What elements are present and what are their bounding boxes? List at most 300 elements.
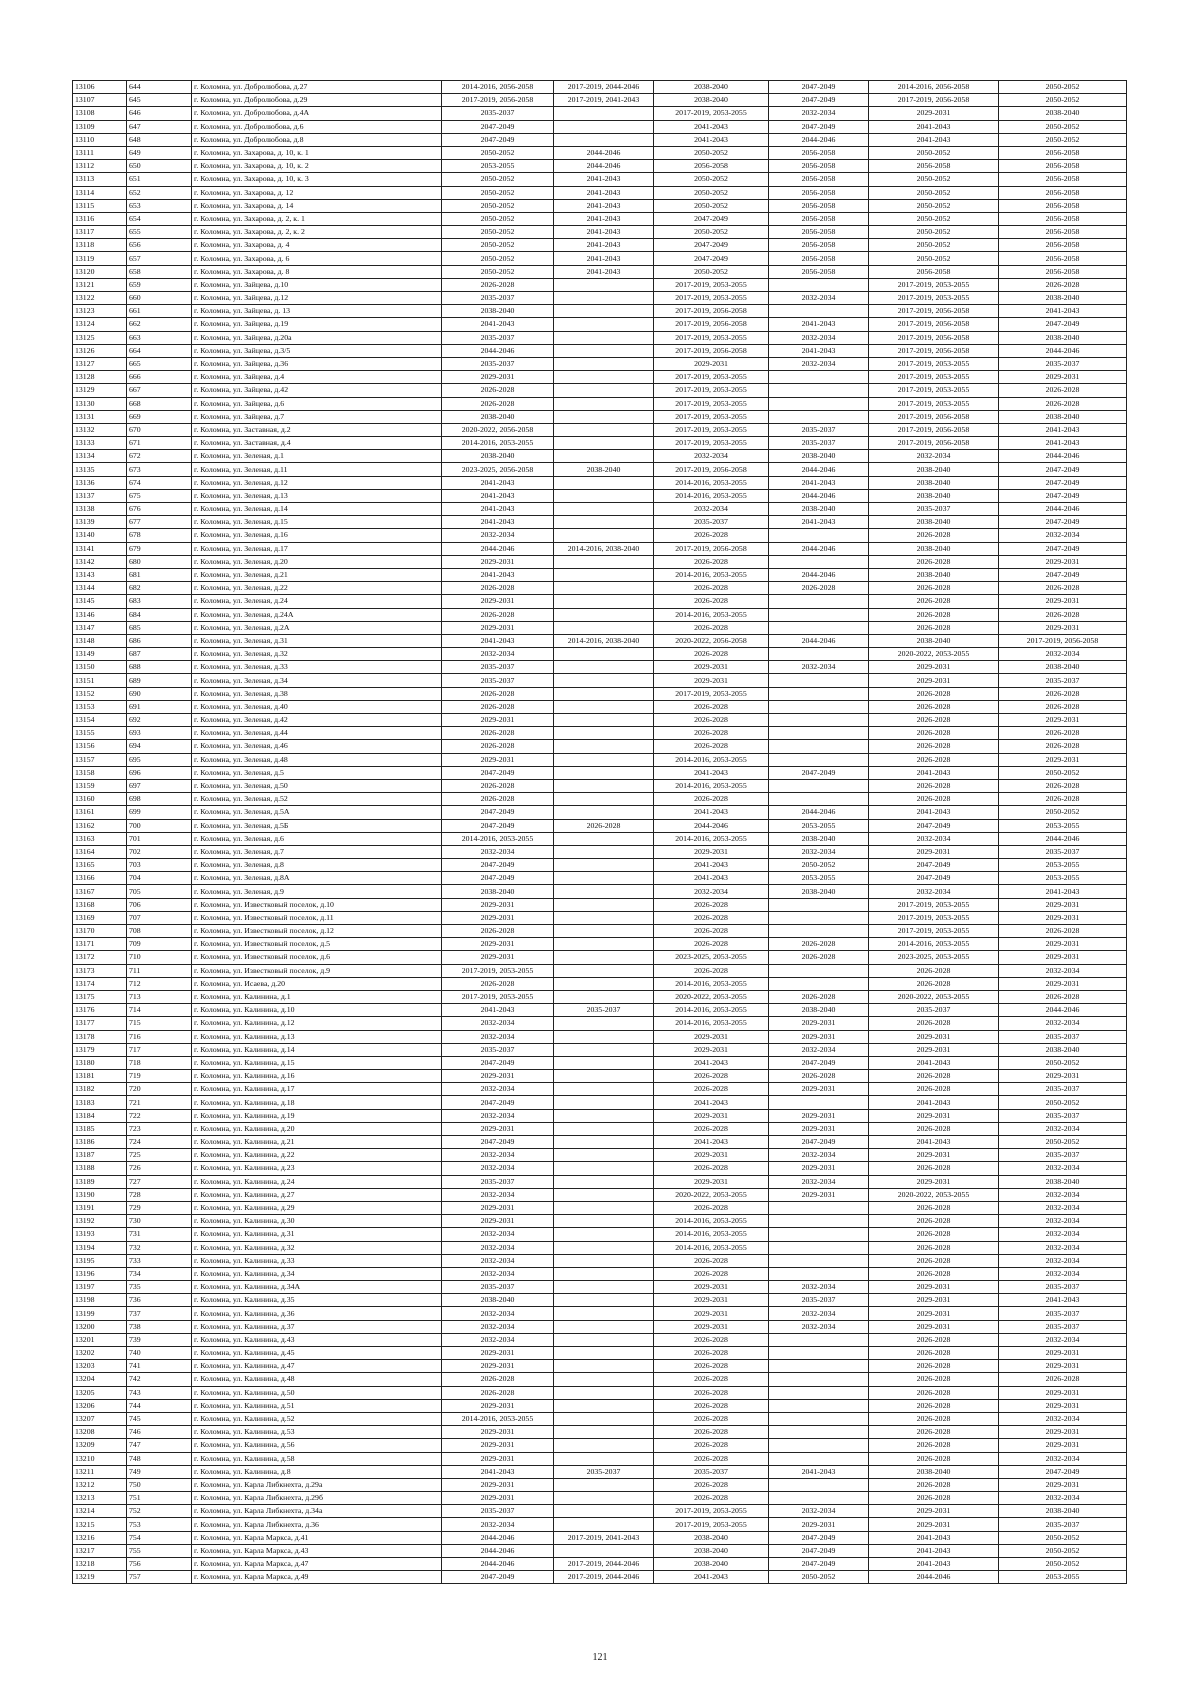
period-f-cell: 2029-2031	[999, 555, 1127, 568]
period-a-cell: 2026-2028	[442, 793, 554, 806]
period-f-cell: 2047-2049	[999, 516, 1127, 529]
address-cell: г. Коломна, ул. Зайцева, д.42	[192, 384, 442, 397]
period-a-cell: 2035-2037	[442, 1043, 554, 1056]
row-number-cell: 13129	[73, 384, 127, 397]
period-e-cell: 2017-2019, 2056-2058	[869, 331, 999, 344]
period-d-cell	[769, 1412, 869, 1425]
address-cell: г. Коломна, ул. Калинина, д.33	[192, 1254, 442, 1267]
building-id-cell: 704	[127, 872, 192, 885]
address-cell: г. Коломна, ул. Зеленая, д.46	[192, 740, 442, 753]
address-cell: г. Коломна, ул. Калинина, д.1	[192, 990, 442, 1003]
period-a-cell: 2035-2037	[442, 357, 554, 370]
period-c-cell: 2026-2028	[654, 582, 769, 595]
building-id-cell: 660	[127, 292, 192, 305]
period-d-cell	[769, 740, 869, 753]
period-b-cell	[554, 964, 654, 977]
period-f-cell: 2035-2037	[999, 845, 1127, 858]
row-number-cell: 13218	[73, 1558, 127, 1571]
row-number-cell: 13165	[73, 859, 127, 872]
table-row	[73, 423, 1127, 436]
period-e-cell: 2026-2028	[869, 1373, 999, 1386]
row-number-cell: 13161	[73, 806, 127, 819]
period-c-cell: 2026-2028	[654, 1386, 769, 1399]
period-c-cell: 2026-2028	[654, 1070, 769, 1083]
period-e-cell: 2029-2031	[869, 107, 999, 120]
period-a-cell: 2017-2019, 2056-2058	[442, 94, 554, 107]
period-d-cell: 2053-2055	[769, 819, 869, 832]
table-row	[73, 529, 1127, 542]
building-id-cell: 682	[127, 582, 192, 595]
period-e-cell: 2032-2034	[869, 885, 999, 898]
period-b-cell	[554, 714, 654, 727]
period-b-cell	[554, 582, 654, 595]
building-id-cell: 656	[127, 239, 192, 252]
period-f-cell: 2032-2034	[999, 1228, 1127, 1241]
table-row	[73, 186, 1127, 199]
period-b-cell	[554, 1149, 654, 1162]
building-id-cell: 723	[127, 1122, 192, 1135]
period-f-cell: 2035-2037	[999, 1281, 1127, 1294]
table-row	[73, 1215, 1127, 1228]
row-number-cell: 13115	[73, 199, 127, 212]
period-a-cell: 2050-2052	[442, 265, 554, 278]
period-c-cell: 2026-2028	[654, 964, 769, 977]
period-b-cell	[554, 885, 654, 898]
period-b-cell: 2017-2019, 2044-2046	[554, 1558, 654, 1571]
period-d-cell	[769, 687, 869, 700]
period-c-cell: 2026-2028	[654, 938, 769, 951]
address-cell: г. Коломна, ул. Калинина, д.23	[192, 1162, 442, 1175]
period-c-cell: 2029-2031	[654, 1149, 769, 1162]
building-id-cell: 715	[127, 1017, 192, 1030]
table-row	[73, 753, 1127, 766]
building-id-cell: 646	[127, 107, 192, 120]
table-row	[73, 674, 1127, 687]
table-row	[73, 1030, 1127, 1043]
period-f-cell: 2050-2052	[999, 1136, 1127, 1149]
period-e-cell: 2017-2019, 2053-2055	[869, 397, 999, 410]
period-a-cell: 2050-2052	[442, 252, 554, 265]
period-f-cell: 2041-2043	[999, 305, 1127, 318]
period-f-cell: 2032-2034	[999, 964, 1127, 977]
period-e-cell: 2050-2052	[869, 199, 999, 212]
period-d-cell	[769, 397, 869, 410]
period-a-cell: 2035-2037	[442, 1175, 554, 1188]
period-f-cell: 2035-2037	[999, 1109, 1127, 1122]
building-id-cell: 749	[127, 1465, 192, 1478]
table-row	[73, 1043, 1127, 1056]
row-number-cell: 13175	[73, 990, 127, 1003]
period-d-cell: 2056-2058	[769, 146, 869, 159]
table-row	[73, 714, 1127, 727]
period-c-cell: 2047-2049	[654, 239, 769, 252]
address-cell: г. Коломна, ул. Калинина, д.48	[192, 1373, 442, 1386]
table-row	[73, 1307, 1127, 1320]
building-id-cell: 727	[127, 1175, 192, 1188]
period-f-cell: 2026-2028	[999, 925, 1127, 938]
period-e-cell: 2017-2019, 2056-2058	[869, 318, 999, 331]
period-b-cell	[554, 951, 654, 964]
row-number-cell: 13179	[73, 1043, 127, 1056]
period-c-cell: 2017-2019, 2053-2055	[654, 423, 769, 436]
address-cell: г. Коломна, ул. Зеленая, д.13	[192, 489, 442, 502]
period-e-cell: 2029-2031	[869, 1149, 999, 1162]
period-c-cell: 2038-2040	[654, 1531, 769, 1544]
period-d-cell: 2029-2031	[769, 1518, 869, 1531]
period-b-cell	[554, 859, 654, 872]
table-row	[73, 925, 1127, 938]
period-d-cell	[769, 779, 869, 792]
period-c-cell: 2038-2040	[654, 1558, 769, 1571]
table-row	[73, 305, 1127, 318]
table-row	[73, 819, 1127, 832]
table-row	[73, 1175, 1127, 1188]
table-row	[73, 951, 1127, 964]
building-id-cell: 745	[127, 1412, 192, 1425]
period-f-cell: 2047-2049	[999, 568, 1127, 581]
period-e-cell: 2020-2022, 2053-2055	[869, 648, 999, 661]
period-b-cell	[554, 845, 654, 858]
period-e-cell: 2047-2049	[869, 819, 999, 832]
table-row	[73, 437, 1127, 450]
period-d-cell	[769, 1228, 869, 1241]
period-c-cell: 2026-2028	[654, 1426, 769, 1439]
period-c-cell: 2026-2028	[654, 1439, 769, 1452]
period-b-cell	[554, 1373, 654, 1386]
period-a-cell: 2032-2034	[442, 845, 554, 858]
building-id-cell: 654	[127, 212, 192, 225]
period-f-cell: 2044-2046	[999, 450, 1127, 463]
period-d-cell: 2035-2037	[769, 423, 869, 436]
table-row	[73, 1412, 1127, 1425]
period-c-cell: 2017-2019, 2053-2055	[654, 1518, 769, 1531]
period-c-cell: 2050-2052	[654, 186, 769, 199]
address-cell: г. Коломна, ул. Зеленая, д.40	[192, 700, 442, 713]
address-cell: г. Коломна, ул. Зайцева, д.36	[192, 357, 442, 370]
period-a-cell: 2032-2034	[442, 648, 554, 661]
address-cell: г. Коломна, ул. Зеленая, д.6	[192, 832, 442, 845]
building-id-cell: 740	[127, 1347, 192, 1360]
period-e-cell: 2023-2025, 2053-2055	[869, 951, 999, 964]
building-id-cell: 726	[127, 1162, 192, 1175]
period-a-cell: 2035-2037	[442, 107, 554, 120]
period-c-cell: 2026-2028	[654, 714, 769, 727]
building-id-cell: 709	[127, 938, 192, 951]
period-c-cell: 2026-2028	[654, 740, 769, 753]
period-b-cell	[554, 990, 654, 1003]
period-b-cell	[554, 925, 654, 938]
period-e-cell: 2026-2028	[869, 687, 999, 700]
period-e-cell: 2026-2028	[869, 1360, 999, 1373]
period-d-cell: 2029-2031	[769, 1017, 869, 1030]
period-d-cell	[769, 898, 869, 911]
period-f-cell: 2026-2028	[999, 278, 1127, 291]
table-row	[73, 1017, 1127, 1030]
row-number-cell: 13148	[73, 634, 127, 647]
address-cell: г. Коломна, ул. Зеленая, д.9	[192, 885, 442, 898]
table-row	[73, 1056, 1127, 1069]
period-e-cell: 2017-2019, 2053-2055	[869, 898, 999, 911]
period-e-cell: 2029-2031	[869, 1518, 999, 1531]
building-id-cell: 750	[127, 1478, 192, 1491]
address-cell: г. Коломна, ул. Зеленая, д.5Б	[192, 819, 442, 832]
row-number-cell: 13126	[73, 344, 127, 357]
period-f-cell: 2032-2034	[999, 1201, 1127, 1214]
building-id-cell: 659	[127, 278, 192, 291]
table-row	[73, 133, 1127, 146]
row-number-cell: 13124	[73, 318, 127, 331]
address-cell: г. Коломна, ул. Зайцева, д.3/5	[192, 344, 442, 357]
period-c-cell: 2026-2028	[654, 727, 769, 740]
building-id-cell: 736	[127, 1294, 192, 1307]
period-c-cell: 2038-2040	[654, 1544, 769, 1557]
period-c-cell: 2026-2028	[654, 1492, 769, 1505]
period-c-cell: 2014-2016, 2053-2055	[654, 608, 769, 621]
address-cell: г. Коломна, ул. Зеленая, д.24А	[192, 608, 442, 621]
address-cell: г. Коломна, ул. Калинина, д.37	[192, 1320, 442, 1333]
building-id-cell: 742	[127, 1373, 192, 1386]
period-d-cell	[769, 1254, 869, 1267]
building-id-cell: 739	[127, 1333, 192, 1346]
address-cell: г. Коломна, ул. Известковый поселок, д.6	[192, 951, 442, 964]
building-id-cell: 678	[127, 529, 192, 542]
period-e-cell: 2017-2019, 2053-2055	[869, 357, 999, 370]
address-cell: г. Коломна, ул. Заставная, д.4	[192, 437, 442, 450]
period-c-cell: 2029-2031	[654, 1175, 769, 1188]
period-a-cell: 2026-2028	[442, 384, 554, 397]
period-c-cell: 2017-2019, 2056-2058	[654, 305, 769, 318]
period-f-cell: 2029-2031	[999, 1399, 1127, 1412]
table-row	[73, 212, 1127, 225]
row-number-cell: 13180	[73, 1056, 127, 1069]
period-c-cell: 2020-2022, 2053-2055	[654, 990, 769, 1003]
period-f-cell: 2032-2034	[999, 1162, 1127, 1175]
building-id-cell: 720	[127, 1083, 192, 1096]
row-number-cell: 13127	[73, 357, 127, 370]
building-id-cell: 685	[127, 621, 192, 634]
period-f-cell: 2026-2028	[999, 727, 1127, 740]
row-number-cell: 13195	[73, 1254, 127, 1267]
period-e-cell: 2041-2043	[869, 1544, 999, 1557]
period-a-cell: 2029-2031	[442, 911, 554, 924]
table-row	[73, 1386, 1127, 1399]
row-number-cell: 13187	[73, 1149, 127, 1162]
table-row	[73, 265, 1127, 278]
period-b-cell	[554, 700, 654, 713]
period-c-cell: 2038-2040	[654, 81, 769, 94]
table-row	[73, 489, 1127, 502]
address-cell: г. Коломна, ул. Добролюбова, д.29	[192, 94, 442, 107]
period-e-cell: 2026-2028	[869, 727, 999, 740]
address-cell: г. Коломна, ул. Калинина, д.14	[192, 1043, 442, 1056]
period-d-cell	[769, 977, 869, 990]
address-cell: г. Коломна, ул. Калинина, д.20	[192, 1122, 442, 1135]
period-e-cell: 2026-2028	[869, 621, 999, 634]
period-c-cell: 2017-2019, 2053-2055	[654, 410, 769, 423]
address-cell: г. Коломна, ул. Калинина, д.19	[192, 1109, 442, 1122]
period-f-cell: 2050-2052	[999, 1056, 1127, 1069]
period-d-cell: 2047-2049	[769, 1558, 869, 1571]
table-row	[73, 1452, 1127, 1465]
address-cell: г. Коломна, ул. Зайцева, д.7	[192, 410, 442, 423]
building-id-cell: 717	[127, 1043, 192, 1056]
period-b-cell	[554, 766, 654, 779]
period-b-cell	[554, 503, 654, 516]
period-f-cell: 2032-2034	[999, 1452, 1127, 1465]
period-f-cell: 2056-2058	[999, 226, 1127, 239]
period-c-cell: 2044-2046	[654, 819, 769, 832]
address-cell: г. Коломна, ул. Калинина, д.13	[192, 1030, 442, 1043]
period-b-cell	[554, 1083, 654, 1096]
address-cell: г. Коломна, ул. Калинина, д.17	[192, 1083, 442, 1096]
row-number-cell: 13198	[73, 1294, 127, 1307]
address-cell: г. Коломна, ул. Зеленая, д.5	[192, 766, 442, 779]
row-number-cell: 13183	[73, 1096, 127, 1109]
period-c-cell: 2032-2034	[654, 450, 769, 463]
building-id-cell: 672	[127, 450, 192, 463]
address-cell: г. Коломна, ул. Карла Либкнехта, д.36	[192, 1518, 442, 1531]
period-e-cell: 2026-2028	[869, 753, 999, 766]
period-f-cell: 2050-2052	[999, 766, 1127, 779]
period-a-cell: 2050-2052	[442, 199, 554, 212]
table-row	[73, 568, 1127, 581]
period-b-cell	[554, 450, 654, 463]
address-cell: г. Коломна, ул. Калинина, д.16	[192, 1070, 442, 1083]
building-id-cell: 664	[127, 344, 192, 357]
period-e-cell: 2026-2028	[869, 1241, 999, 1254]
row-number-cell: 13154	[73, 714, 127, 727]
table-row	[73, 1531, 1127, 1544]
period-b-cell	[554, 516, 654, 529]
period-b-cell	[554, 1439, 654, 1452]
building-id-cell: 703	[127, 859, 192, 872]
period-e-cell: 2020-2022, 2053-2055	[869, 1188, 999, 1201]
row-number-cell: 13117	[73, 226, 127, 239]
address-cell: г. Коломна, ул. Зеленая, д.11	[192, 463, 442, 476]
period-f-cell: 2050-2052	[999, 133, 1127, 146]
row-number-cell: 13110	[73, 133, 127, 146]
period-b-cell	[554, 305, 654, 318]
table-row	[73, 331, 1127, 344]
period-e-cell: 2038-2040	[869, 568, 999, 581]
period-b-cell	[554, 1505, 654, 1518]
building-id-cell: 687	[127, 648, 192, 661]
period-f-cell: 2029-2031	[999, 898, 1127, 911]
period-c-cell: 2032-2034	[654, 885, 769, 898]
period-b-cell	[554, 1109, 654, 1122]
period-d-cell: 2032-2034	[769, 331, 869, 344]
period-d-cell: 2041-2043	[769, 1465, 869, 1478]
table-row	[73, 964, 1127, 977]
period-b-cell: 2038-2040	[554, 463, 654, 476]
period-e-cell: 2020-2022, 2053-2055	[869, 990, 999, 1003]
period-c-cell: 2038-2040	[654, 94, 769, 107]
period-b-cell	[554, 1399, 654, 1412]
period-d-cell: 2044-2046	[769, 568, 869, 581]
period-f-cell: 2056-2058	[999, 199, 1127, 212]
address-cell: г. Коломна, ул. Захарова, д. 10, к. 2	[192, 160, 442, 173]
row-number-cell: 13114	[73, 186, 127, 199]
address-cell: г. Коломна, ул. Калинина, д.34	[192, 1267, 442, 1280]
period-e-cell: 2026-2028	[869, 1386, 999, 1399]
period-e-cell: 2029-2031	[869, 1109, 999, 1122]
building-id-cell: 675	[127, 489, 192, 502]
period-a-cell: 2026-2028	[442, 977, 554, 990]
period-d-cell: 2050-2052	[769, 1571, 869, 1584]
period-b-cell	[554, 489, 654, 502]
row-number-cell: 13196	[73, 1267, 127, 1280]
building-id-cell: 710	[127, 951, 192, 964]
period-e-cell: 2017-2019, 2053-2055	[869, 925, 999, 938]
row-number-cell: 13121	[73, 278, 127, 291]
period-f-cell: 2035-2037	[999, 1149, 1127, 1162]
period-b-cell: 2041-2043	[554, 252, 654, 265]
table-row	[73, 397, 1127, 410]
row-number-cell: 13171	[73, 938, 127, 951]
period-f-cell: 2017-2019, 2056-2058	[999, 634, 1127, 647]
period-e-cell: 2029-2031	[869, 1294, 999, 1307]
period-a-cell: 2032-2034	[442, 1017, 554, 1030]
period-f-cell: 2035-2037	[999, 1307, 1127, 1320]
row-number-cell: 13215	[73, 1518, 127, 1531]
building-id-cell: 734	[127, 1267, 192, 1280]
period-a-cell: 2038-2040	[442, 885, 554, 898]
row-number-cell: 13139	[73, 516, 127, 529]
period-a-cell: 2035-2037	[442, 292, 554, 305]
period-f-cell: 2032-2034	[999, 648, 1127, 661]
period-b-cell	[554, 1492, 654, 1505]
row-number-cell: 13177	[73, 1017, 127, 1030]
period-d-cell	[769, 1201, 869, 1214]
building-id-cell: 714	[127, 1004, 192, 1017]
building-id-cell: 737	[127, 1307, 192, 1320]
period-b-cell	[554, 423, 654, 436]
address-cell: г. Коломна, ул. Калинина, д.47	[192, 1360, 442, 1373]
address-cell: г. Коломна, ул. Калинина, д.31	[192, 1228, 442, 1241]
period-d-cell: 2029-2031	[769, 1109, 869, 1122]
period-b-cell: 2044-2046	[554, 160, 654, 173]
row-number-cell: 13149	[73, 648, 127, 661]
address-cell: г. Коломна, ул. Добролюбова, д.8	[192, 133, 442, 146]
table-row	[73, 1544, 1127, 1557]
period-f-cell: 2032-2034	[999, 1412, 1127, 1425]
address-cell: г. Коломна, ул. Известковый поселок, д.12	[192, 925, 442, 938]
building-id-cell: 732	[127, 1241, 192, 1254]
building-id-cell: 655	[127, 226, 192, 239]
period-f-cell: 2035-2037	[999, 1320, 1127, 1333]
period-b-cell: 2041-2043	[554, 239, 654, 252]
row-number-cell: 13182	[73, 1083, 127, 1096]
table-row	[73, 1439, 1127, 1452]
address-cell: г. Коломна, ул. Калинина, д.18	[192, 1096, 442, 1109]
address-cell: г. Коломна, ул. Зеленая, д.17	[192, 542, 442, 555]
period-e-cell: 2032-2034	[869, 450, 999, 463]
period-f-cell: 2029-2031	[999, 951, 1127, 964]
period-a-cell: 2041-2043	[442, 1004, 554, 1017]
building-id-cell: 721	[127, 1096, 192, 1109]
row-number-cell: 13156	[73, 740, 127, 753]
period-d-cell	[769, 753, 869, 766]
period-b-cell: 2035-2037	[554, 1004, 654, 1017]
period-f-cell: 2056-2058	[999, 186, 1127, 199]
building-id-cell: 667	[127, 384, 192, 397]
building-id-cell: 722	[127, 1109, 192, 1122]
period-c-cell: 2026-2028	[654, 1412, 769, 1425]
period-d-cell	[769, 621, 869, 634]
period-d-cell: 2050-2052	[769, 859, 869, 872]
period-d-cell	[769, 1399, 869, 1412]
period-f-cell: 2026-2028	[999, 397, 1127, 410]
